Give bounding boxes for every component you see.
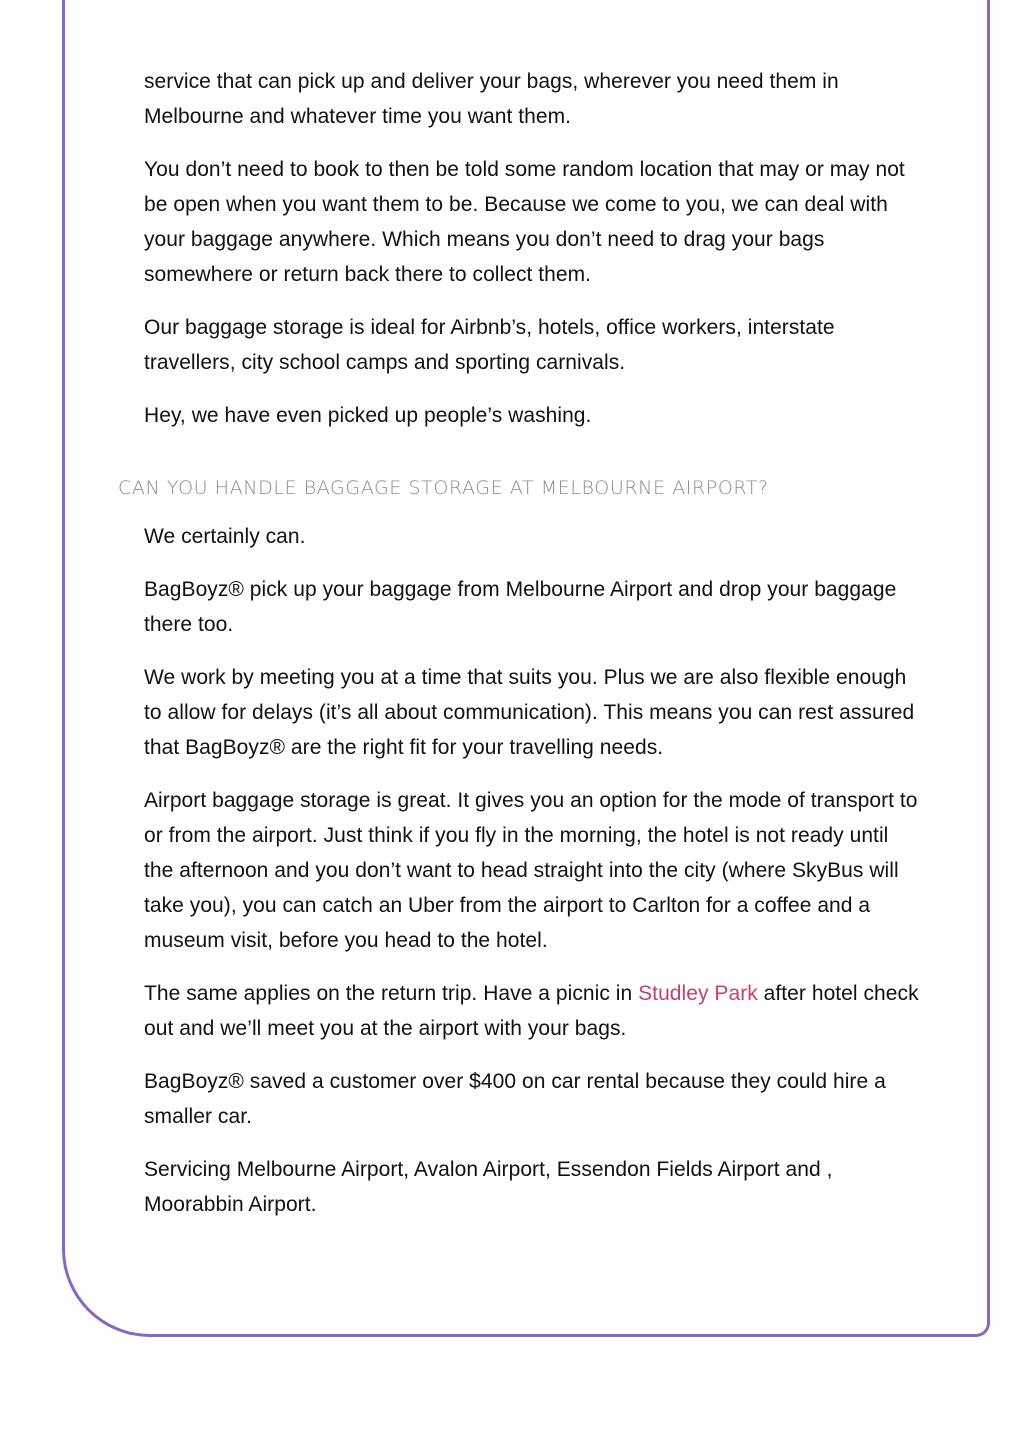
intro-paragraph-washing: Hey, we have even picked up people’s washing. [144, 404, 592, 427]
studley-park-link[interactable]: Studley Park [638, 982, 758, 1005]
return-trip-text-after: after hotel check out and we’ll meet you at the airport with your bags. [144, 982, 919, 1040]
return-trip-text-before: The same applies on the return trip. Have a picnic in [144, 982, 639, 1005]
paragraph-meeting-time: We work by meeting you at a time that suits you. Plus we are also flexible enough to allow for delays (it’s all about communication). This means you can rest assured that BagBoyz® are the right fit for your travelling needs. [144, 666, 915, 759]
paragraph-return-trip [144, 976, 919, 1046]
paragraph-certainly: We certainly can. [144, 525, 306, 548]
section-heading-airport-storage: CAN YOU HANDLE BAGGAGE STORAGE AT MELBOURNE AIRPORT? [118, 477, 769, 499]
intro-paragraph-service: service that can pick up and deliver your bags, wherever you need them in Melbourne and whatever time you want them. [144, 70, 839, 128]
paragraph-car-rental-savings: BagBoyz® saved a customer over $400 on car rental because they could hire a smaller car. [144, 1070, 886, 1128]
paragraph-airport-storage-great: Airport baggage storage is great. It gives you an option for the mode of transport to or from the airport. Just think if you fly in the morning, the hotel is not ready until the afternoon and you don’t want to head straight into the city (where SkyBus will take you), you can catch an Uber from the airport to Carlton for a coffee and a museum visit, before you head to the hotel. [144, 789, 918, 952]
intro-paragraph-ideal-for: Our baggage storage is ideal for Airbnb’s, hotels, office workers, interstate travellers, city school camps and sporting carnivals. [144, 316, 835, 374]
intro-paragraph-no-booking: You don’t need to book to then be told some random location that may or may not be open when you want them to be. Because we come to you, we can deal with your baggage anywhere. Which means you don’t need to drag your bags somewhere or return back there to collect them. [144, 158, 905, 286]
paragraph-servicing-airports: Servicing Melbourne Airport, Avalon Airport, Essendon Fields Airport and , Moorabbin Airport. [144, 1158, 833, 1216]
article-content [118, 64, 919, 1240]
paragraph-pickup-airport: BagBoyz® pick up your baggage from Melbourne Airport and drop your baggage there too. [144, 578, 897, 636]
